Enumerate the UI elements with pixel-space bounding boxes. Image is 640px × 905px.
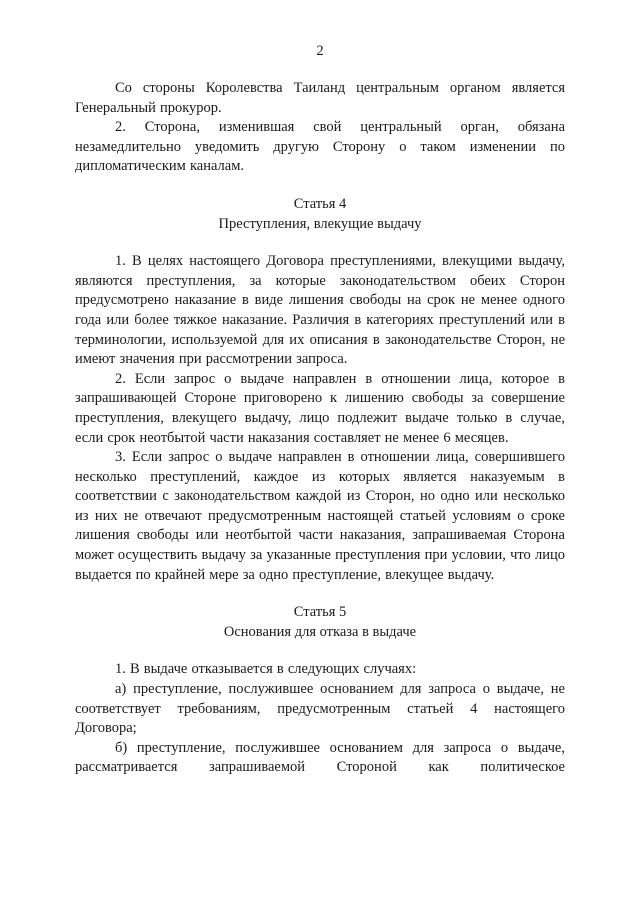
article-5-number: Статья 5 (293, 604, 347, 621)
article-4-number: Статья 4 (293, 195, 347, 212)
article-4-heading (75, 195, 565, 234)
paragraph: 1. В целях настоящего Договора преступлениями, влекущими выдачу, являются преступления, за которые законодательством обеих Сторон предусмотрено наказание в виде лишения свободы на срок не менее одного года или более тяжкое наказание. Различия в категориях преступлений или в терминологии, используемой для их описания в законодательстве Сторон, не имеют значения при рассмотрении запроса. (75, 253, 565, 368)
article-5-heading (75, 603, 565, 642)
page-number: 2 (316, 43, 324, 59)
paragraph: а) преступление, послужившее основанием для запроса о выдаче, не соответствует требованиям, предусмотренным статьей 4 настоящего Договора; (75, 681, 565, 737)
paragraph: 2. Если запрос о выдаче направлен в отношении лица, которое в запрашивающей Стороне приговорено к лишению свободы за совершение преступления, влекущего выдачу, лицо подлежит выдаче только в случае, если срок неотбытой части наказания составляет не менее 6 месяцев. (75, 370, 565, 446)
document-body (75, 79, 565, 778)
article-4-title: Преступления, влекущие выдачу (218, 215, 422, 232)
paragraph: 2. Сторона, изменившая свой центральный орган, обязана незамедлительно уведомить другую Сторону о таком изменении по дипломатическим каналам. (75, 119, 565, 175)
paragraph: Со стороны Королевства Таиланд центральным органом является Генеральный прокурор. (75, 80, 565, 116)
paragraph: 1. В выдаче отказывается в следующих случаях: (115, 661, 417, 678)
paragraph: 3. Если запрос о выдаче направлен в отношении лица, совершившего несколько преступлений, каждое из которых является наказуемым в соответствии с законодательством каждой из Сторон, но одно или несколько из них не отвечают предусмотренным настоящей статьей условиям о сроке лишения свободы или неотбытой части наказания, запрашиваемая Сторона может осуществить выдачу за указанные преступления при условии, что лицо выдается по крайней мере за одно преступление, влекущее выдачу. (75, 449, 565, 583)
article-5-title: Основания для отказа в выдаче (223, 623, 417, 640)
paragraph: б) преступление, послужившее основанием для запроса о выдаче, рассматривается запрашиваемой Стороной как политическое (75, 739, 565, 776)
